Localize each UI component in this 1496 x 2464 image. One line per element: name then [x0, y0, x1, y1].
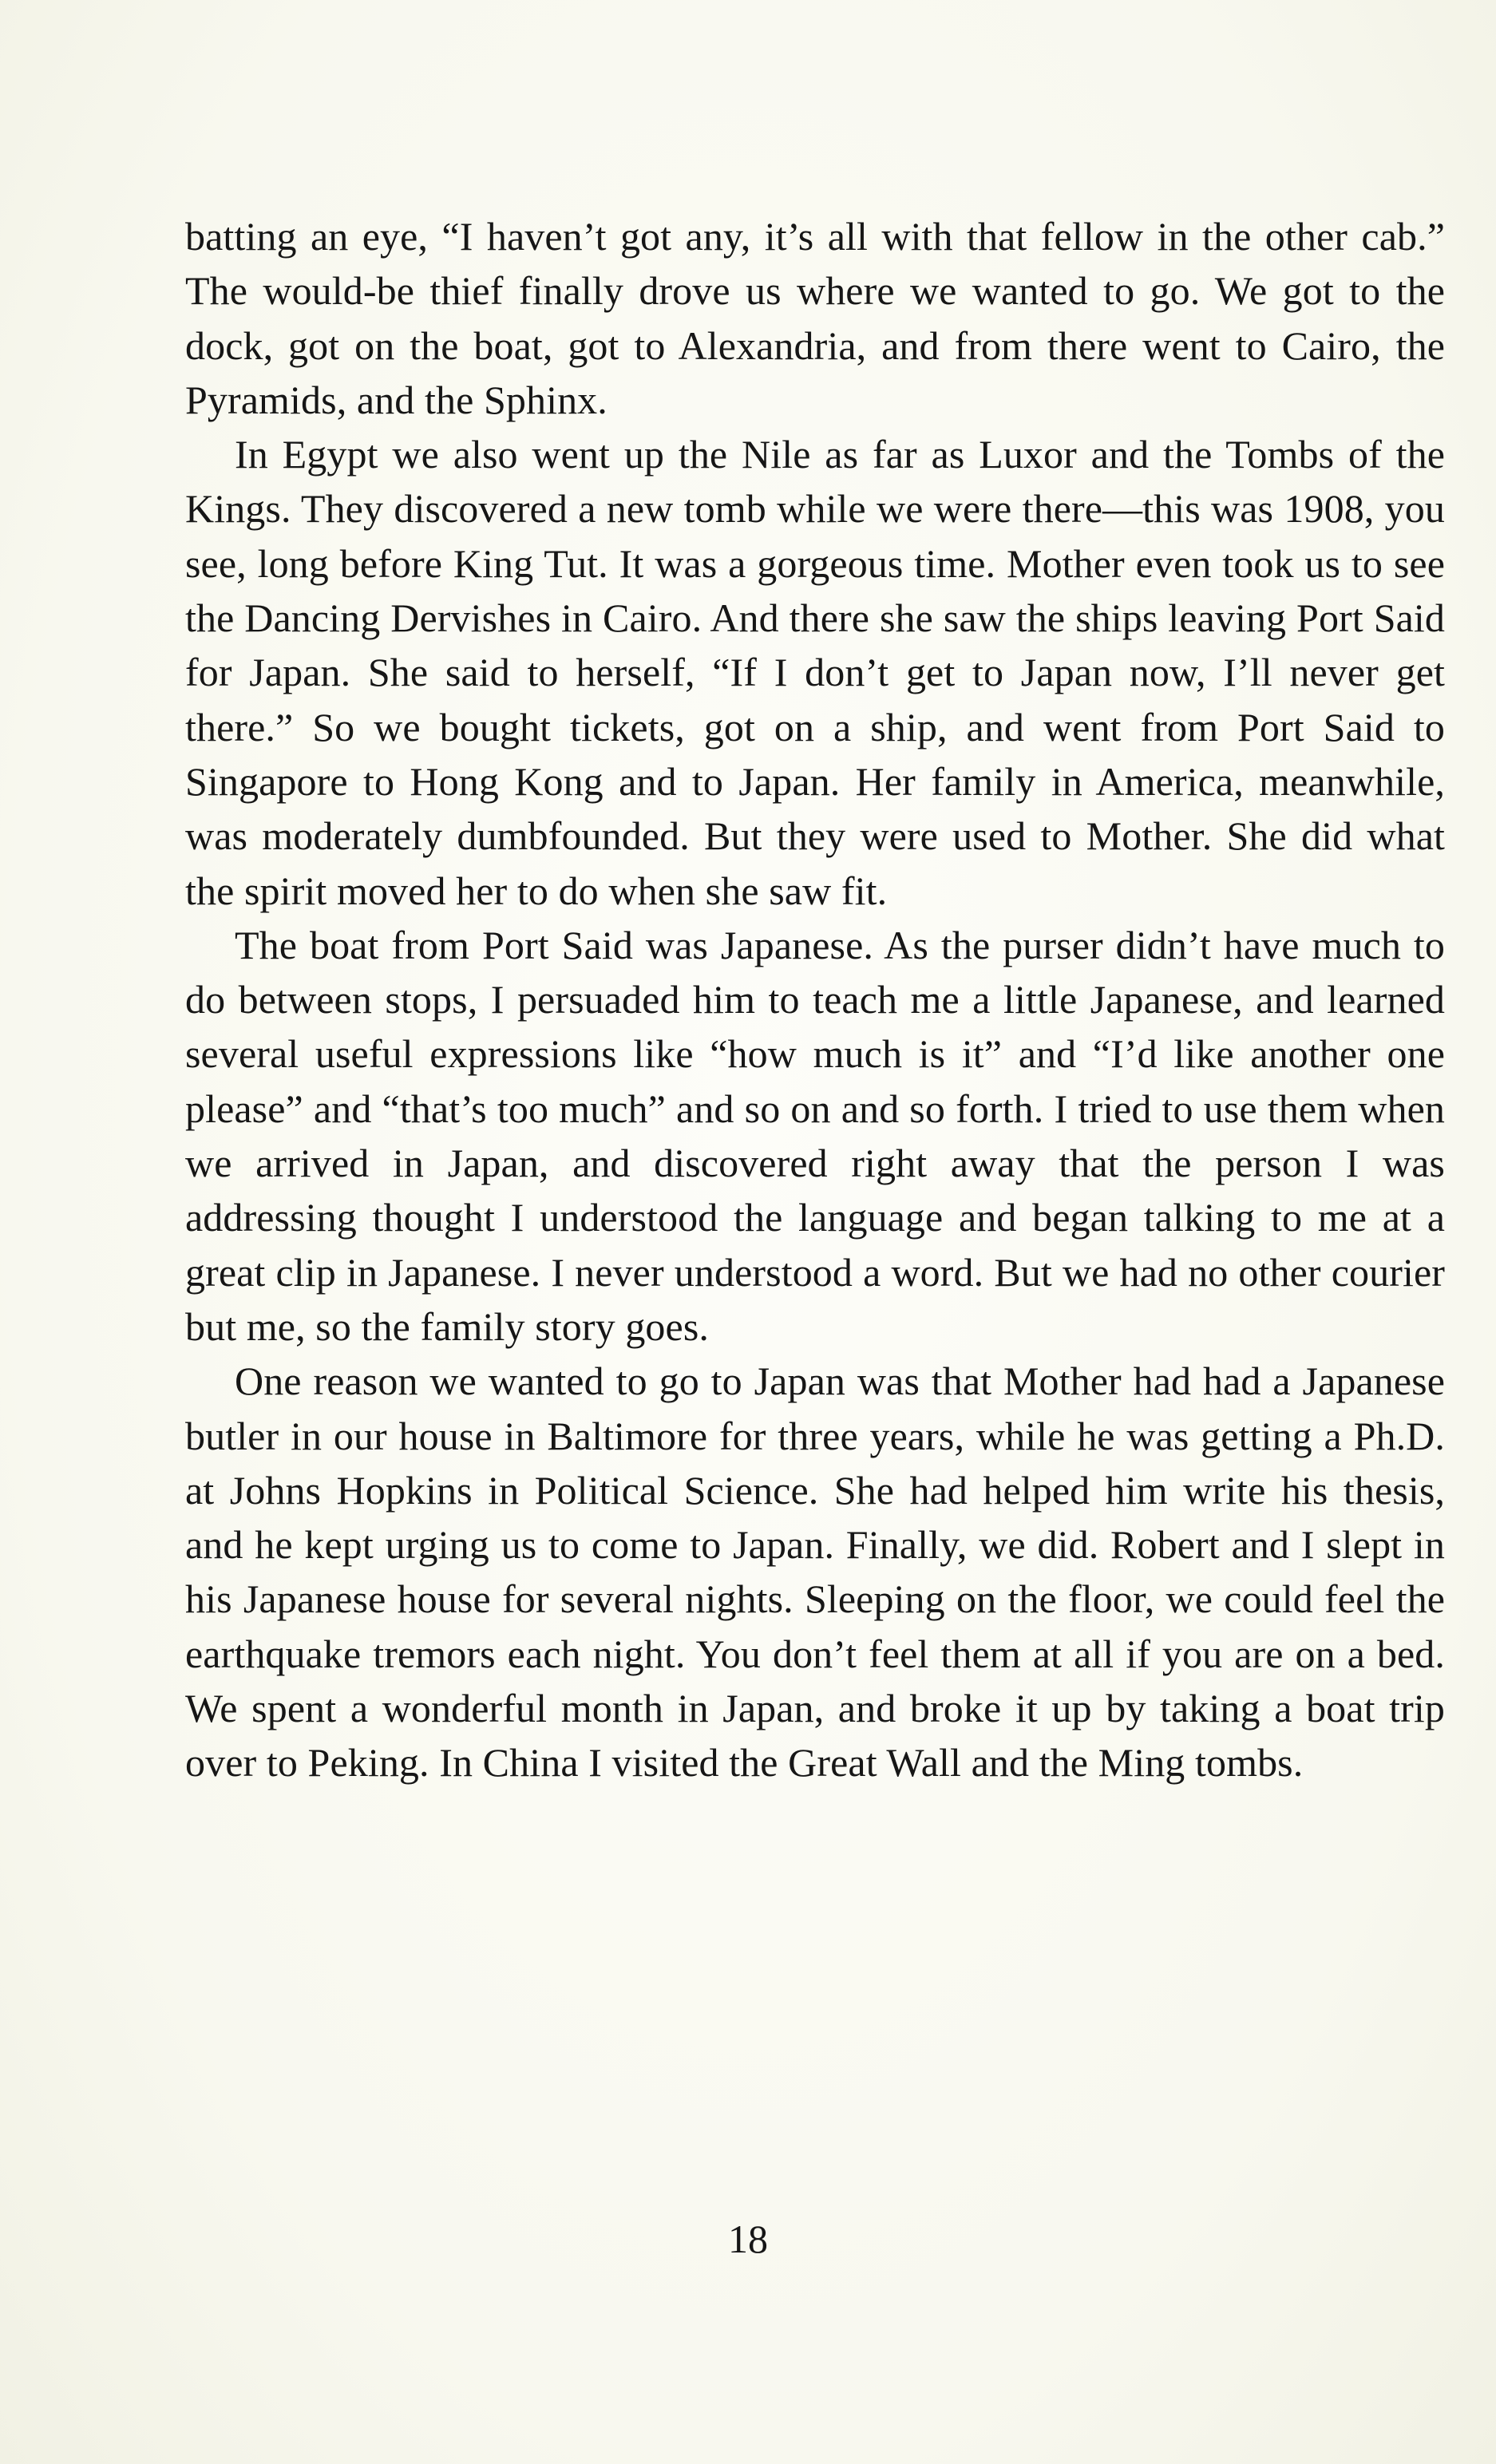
- page-number: 18: [728, 2217, 768, 2261]
- text-body: [185, 209, 1445, 2181]
- paragraph: batting an eye, “I haven’t got any, it’s all with that fellow in the other cab.” The would-be thief finally drove us where we wanted to go. We got to the dock, got on the boat, got to Alexandria, and from there went to Cairo, the Pyramids, and the Sphinx.: [185, 214, 1445, 422]
- paragraph: One reason we wanted to go to Japan was that Mother had had a Japanese butler in our house in Baltimore for three years, while he was getting a Ph.D. at Johns Hopkins in Political Science. She had helped him write his thesis, and he kept urging us to come to Japan. Finally, we did. Robert and I slept in his Japanese house for several nights. Sleeping on the floor, we could feel the earthquake tremors each night. You don’t feel them at all if you are on a bed. We spent a wonderful month in Japan, and broke it up by taking a boat trip over to Peking. In China I visited the Great Wall and the Ming tombs.: [185, 1359, 1445, 1786]
- paragraph: The boat from Port Said was Japanese. As the purser didn’t have much to do between stops, I persuaded him to teach me a little Japanese, and learned several useful expressions like “how much is it” and “I’d like another one please” and “that’s too much” and so on and so forth. I tried to use them when we arrived in Japan, and discovered right away that the person I was addressing thought I understood the language and began talking to me at a great clip in Japanese. I never understood a word. But we had no other courier but me, so the family story goes.: [185, 922, 1445, 1349]
- paragraph: In Egypt we also went up the Nile as far as Luxor and the Tombs of the Kings. They discovered a new tomb while we were there—this was 1908, you see, long before King Tut. It was a gorgeous time. Mother even took us to see the Dancing Dervishes in Cairo. And there she saw the ships leaving Port Said for Japan. She said to herself, “If I don’t get to Japan now, I’ll never get there.” So we bought tickets, got on a ship, and went from Port Said to Singapore to Hong Kong and to Japan. Her family in America, meanwhile, was moderately dumbfounded. But they were used to Mother. She did what the spirit moved her to do when she saw fit.: [185, 432, 1445, 913]
